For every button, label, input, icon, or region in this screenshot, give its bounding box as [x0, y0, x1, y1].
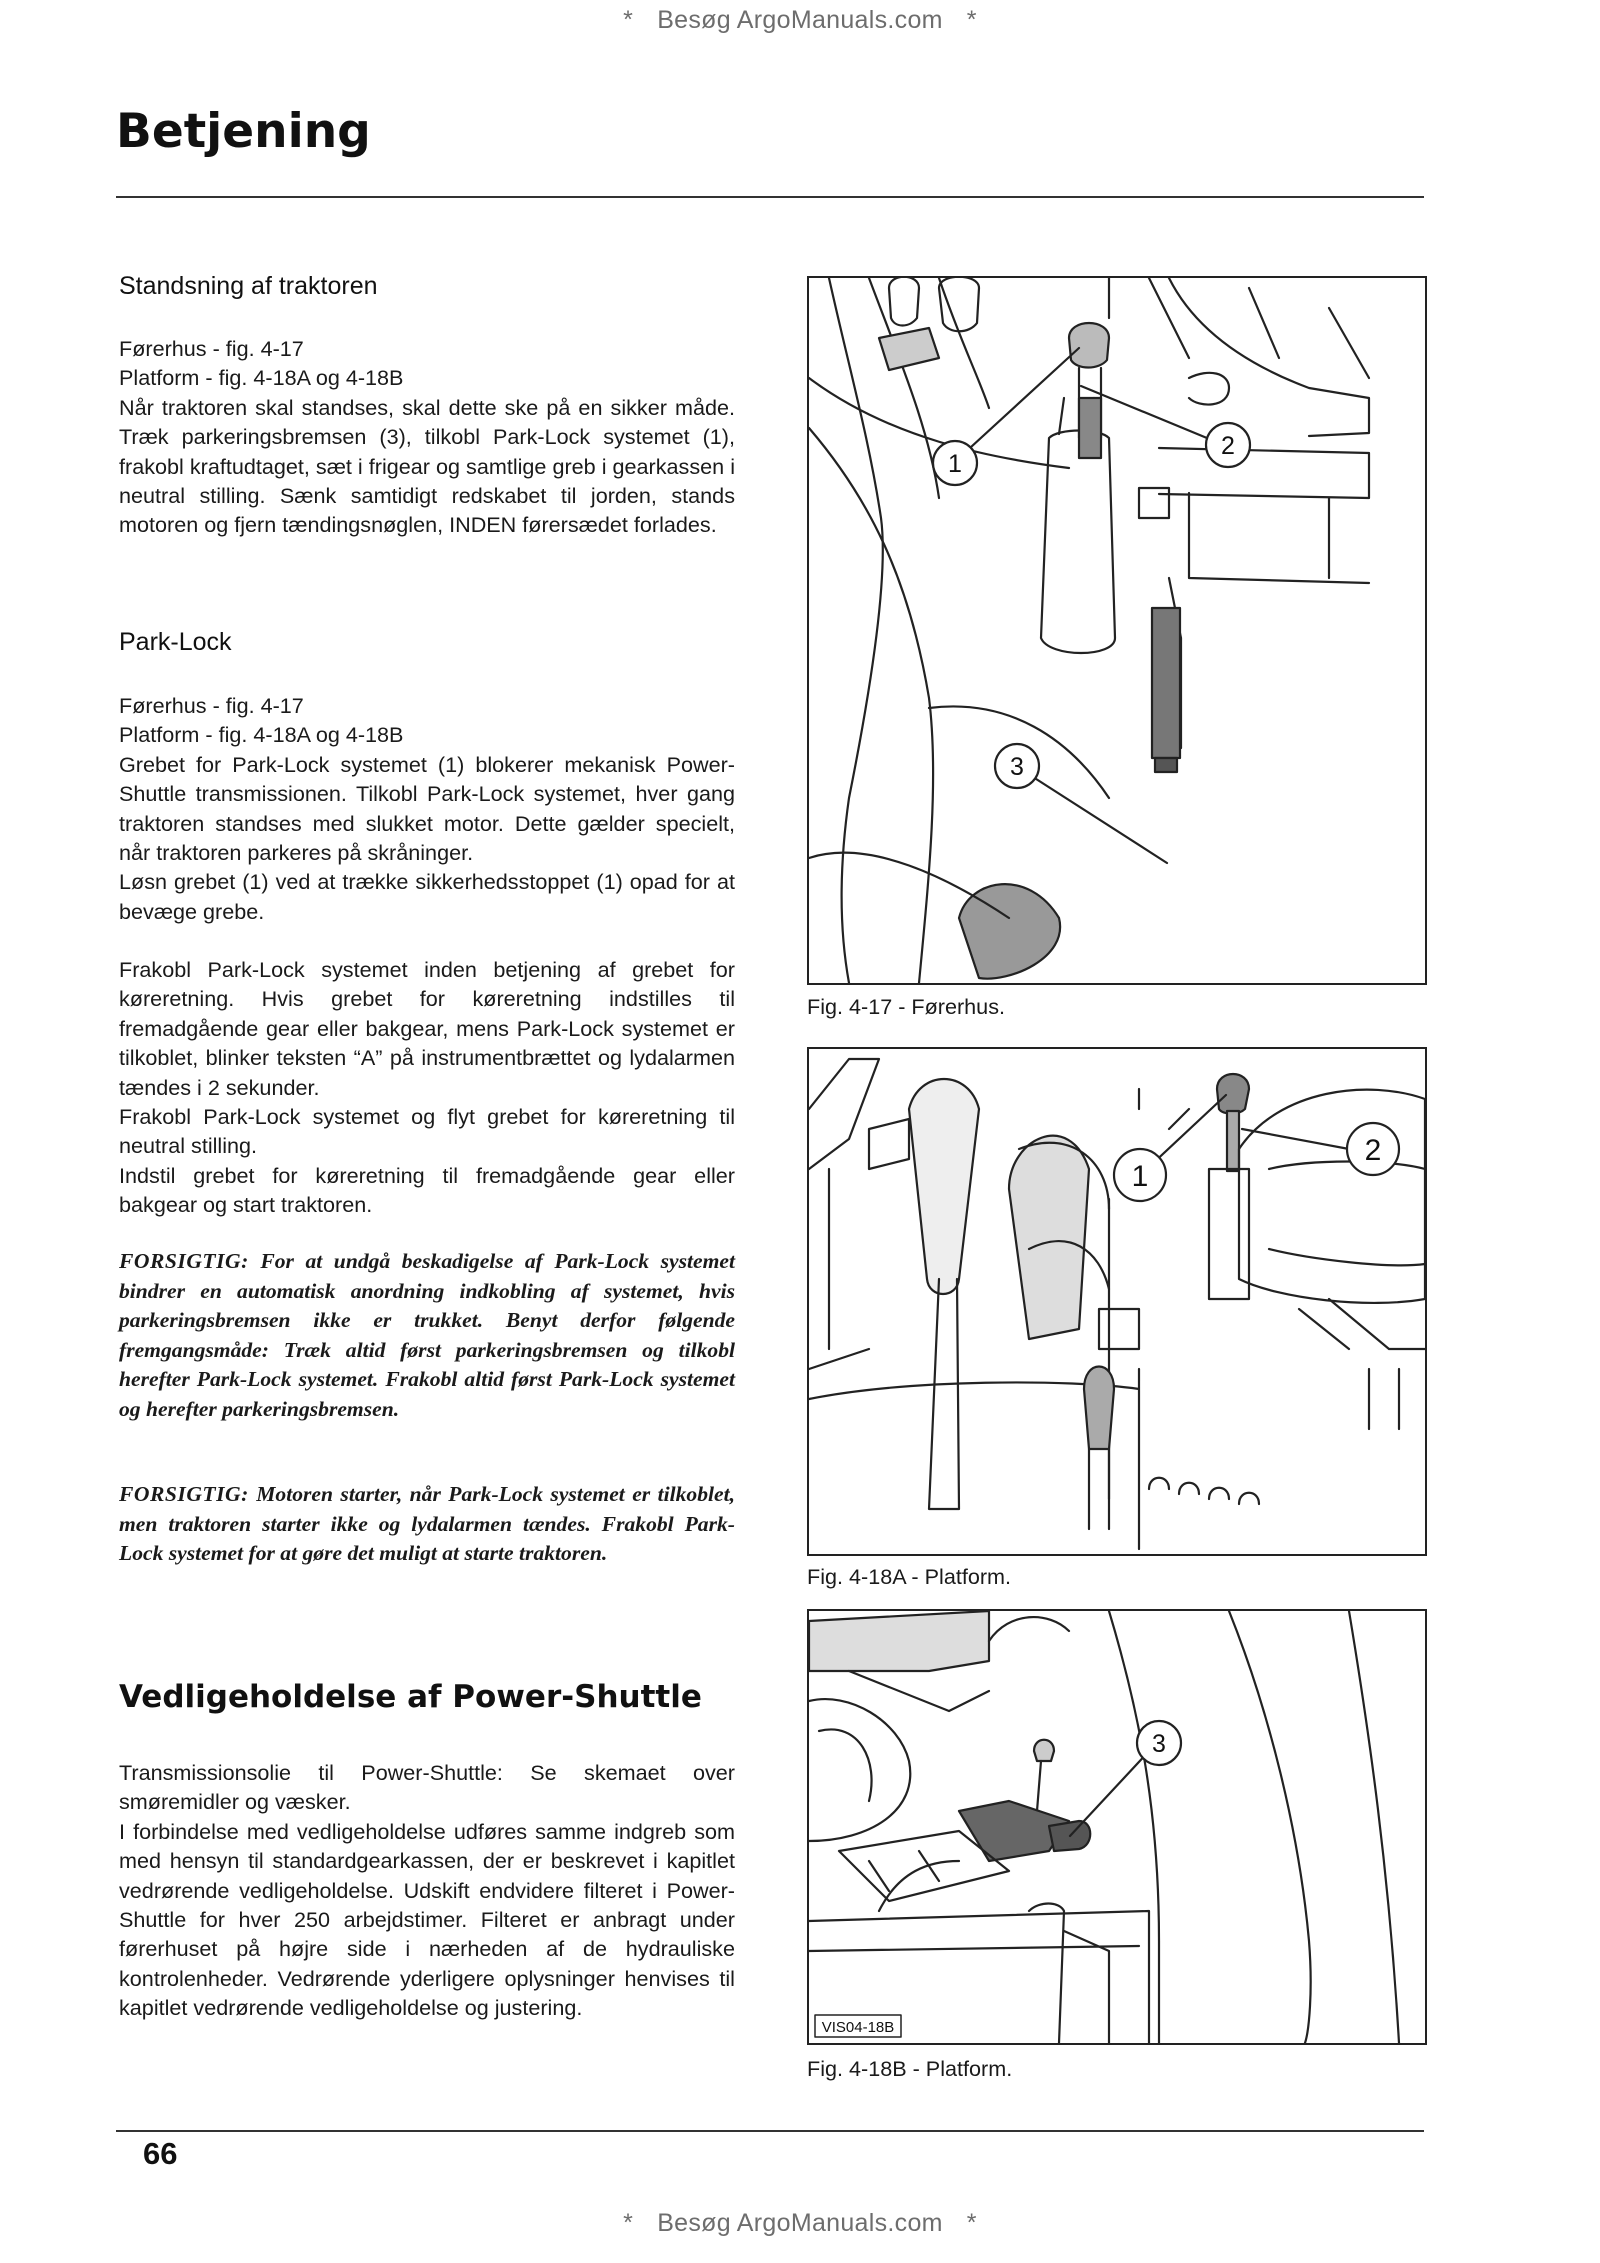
warning-note — [119, 1247, 735, 1425]
figure-caption: Fig. 4-18A - Platform. — [807, 1564, 1012, 1589]
section-standsning — [119, 272, 735, 301]
figure-4-18a — [807, 1047, 1427, 1556]
section-parklock-body — [119, 691, 735, 926]
body-paragraph: Frakobl Park-Lock systemet inden betjening af grebet for køreretning. Hvis grebet for køreretning indstilles til fremadgående gear eller bakgear, mens Park-Lock systemet er tilkoblet, blinker teksten “A” på instrumentbrættet og lydalarmen tændes i 2 sekunder. — [119, 957, 735, 1100]
figure-caption: Fig. 4-18B - Platform. — [807, 2056, 1013, 2081]
callout-number: 1 — [948, 450, 962, 478]
footer-divider — [116, 2130, 1424, 2132]
warning-text: For at undgå beskadigelse af Park-Lock systemet bindrer en automatisk anordning indkobling af systemet, hvis parkeringsbremsen ikke er trukket. Benyt derfor følgende fremgangsmåde: Træk altid først parkeringsbremsen og tilkobl herefter Park-Lock systemet. Frakobl altid først Park-Lock systemet og herefter parkeringsbremsen. — [119, 1249, 735, 1421]
watermark-text: Besøg ArgoManuals.com — [657, 2209, 943, 2237]
watermark-star: * — [623, 6, 634, 34]
figure-4-18b-illustration — [809, 1611, 1425, 2043]
reference-line: Førerhus - fig. 4-17 — [119, 693, 304, 718]
reference-line: Førerhus - fig. 4-17 — [119, 336, 304, 361]
reference-line: Platform - fig. 4-18A og 4-18B — [119, 365, 404, 391]
figure-4-17 — [807, 276, 1427, 985]
figure-caption: Fig. 4-17 - Førerhus. — [807, 994, 1005, 1019]
body-paragraph: Løsn grebet (1) ved at trække sikkerhedsstoppet (1) opad for at bevæge grebe. — [119, 869, 735, 924]
warning-label: FORSIGTIG: — [119, 1482, 249, 1506]
page-number: 66 — [143, 2136, 178, 2171]
watermark-star: * — [966, 2209, 977, 2237]
section-heading: Park-Lock — [119, 628, 232, 656]
watermark-text: Besøg ArgoManuals.com — [657, 6, 943, 34]
body-paragraph: Transmissionsolie til Power-Shuttle: Se skemaet over smøremidler og væsker. — [119, 1760, 735, 1815]
warning-text: Motoren starter, når Park-Lock systemet er tilkoblet, men traktoren starter ikke og lydalarmen tændes. Frakobl Park-Lock systemet for at gøre det muligt at starte traktoren. — [119, 1482, 735, 1566]
reference-line: Platform - fig. 4-18A og 4-18B — [119, 722, 404, 748]
figure-4-18b — [807, 1609, 1427, 2045]
page-title: Betjening — [116, 104, 371, 159]
section-parklock-para2 — [119, 955, 735, 1220]
callout-number: 3 — [1010, 753, 1024, 781]
callout-number: 2 — [1364, 1134, 1382, 1167]
figure-4-18a-illustration — [809, 1049, 1425, 1554]
header-divider — [116, 196, 1424, 198]
body-paragraph: Indstil grebet for køreretning til fremadgående gear eller bakgear og start traktoren. — [119, 1162, 735, 1218]
callout-number: 1 — [1131, 1160, 1149, 1193]
body-paragraph: Grebet for Park-Lock systemet (1) blokerer mekanisk Power-Shuttle transmissionen. Tilkobl Park-Lock systemet, hver gang traktoren standses med slukket motor. Dette gælder specielt, når traktoren parkeres på skråninger. — [119, 751, 735, 866]
callout-number: 2 — [1221, 432, 1235, 460]
callout-number: 3 — [1152, 1730, 1166, 1758]
section-heading: Standsning af traktoren — [119, 272, 378, 300]
section-heading: Vedligeholdelse af Power-Shuttle — [119, 1679, 702, 1715]
figure-tag: VIS04-18B — [821, 2019, 895, 2036]
watermark-bottom — [0, 2209, 1600, 2238]
section-vedligehold — [119, 1679, 735, 1715]
watermark-top — [0, 6, 1600, 35]
body-paragraph: Når traktoren skal standses, skal dette ske på en sikker måde. Træk parkeringsbremsen (3), tilkobl Park-Lock systemet (1), frakobl kraftudtaget, sæt i frigear og samtlige greb i gearkassen i neutral stilling. Sænk samtidigt redskabet til jorden, stands motoren og fjern tændingsnøglen, INDEN førersædet forlades. — [119, 394, 735, 538]
body-paragraph: Frakobl Park-Lock systemet og flyt grebet for køreretning til neutral stilling. — [119, 1104, 735, 1159]
body-paragraph: I forbindelse med vedligeholdelse udføres samme indgreb som med hensyn til standardgearkassen, der er beskrevet i kapitlet vedrørende vedligeholdelse. Udskift endvidere filteret i Power-Shuttle for hver 250 arbejdstimer. Filteret er anbragt under førerhuset på højre side i nærheden af de hydrauliske kontrolenheder. Vedrørende yderligere oplysninger henvises til kapitlet vedrørende vedligeholdelse og justering. — [119, 1818, 735, 2021]
section-parklock — [119, 628, 735, 657]
figure-4-17-illustration — [809, 278, 1425, 983]
section-vedligehold-body — [119, 1758, 735, 2023]
section-standsning-body — [119, 334, 735, 540]
watermark-star: * — [623, 2209, 634, 2237]
watermark-star: * — [966, 6, 977, 34]
warning-label: FORSIGTIG: — [119, 1249, 249, 1273]
warning-note — [119, 1480, 735, 1569]
